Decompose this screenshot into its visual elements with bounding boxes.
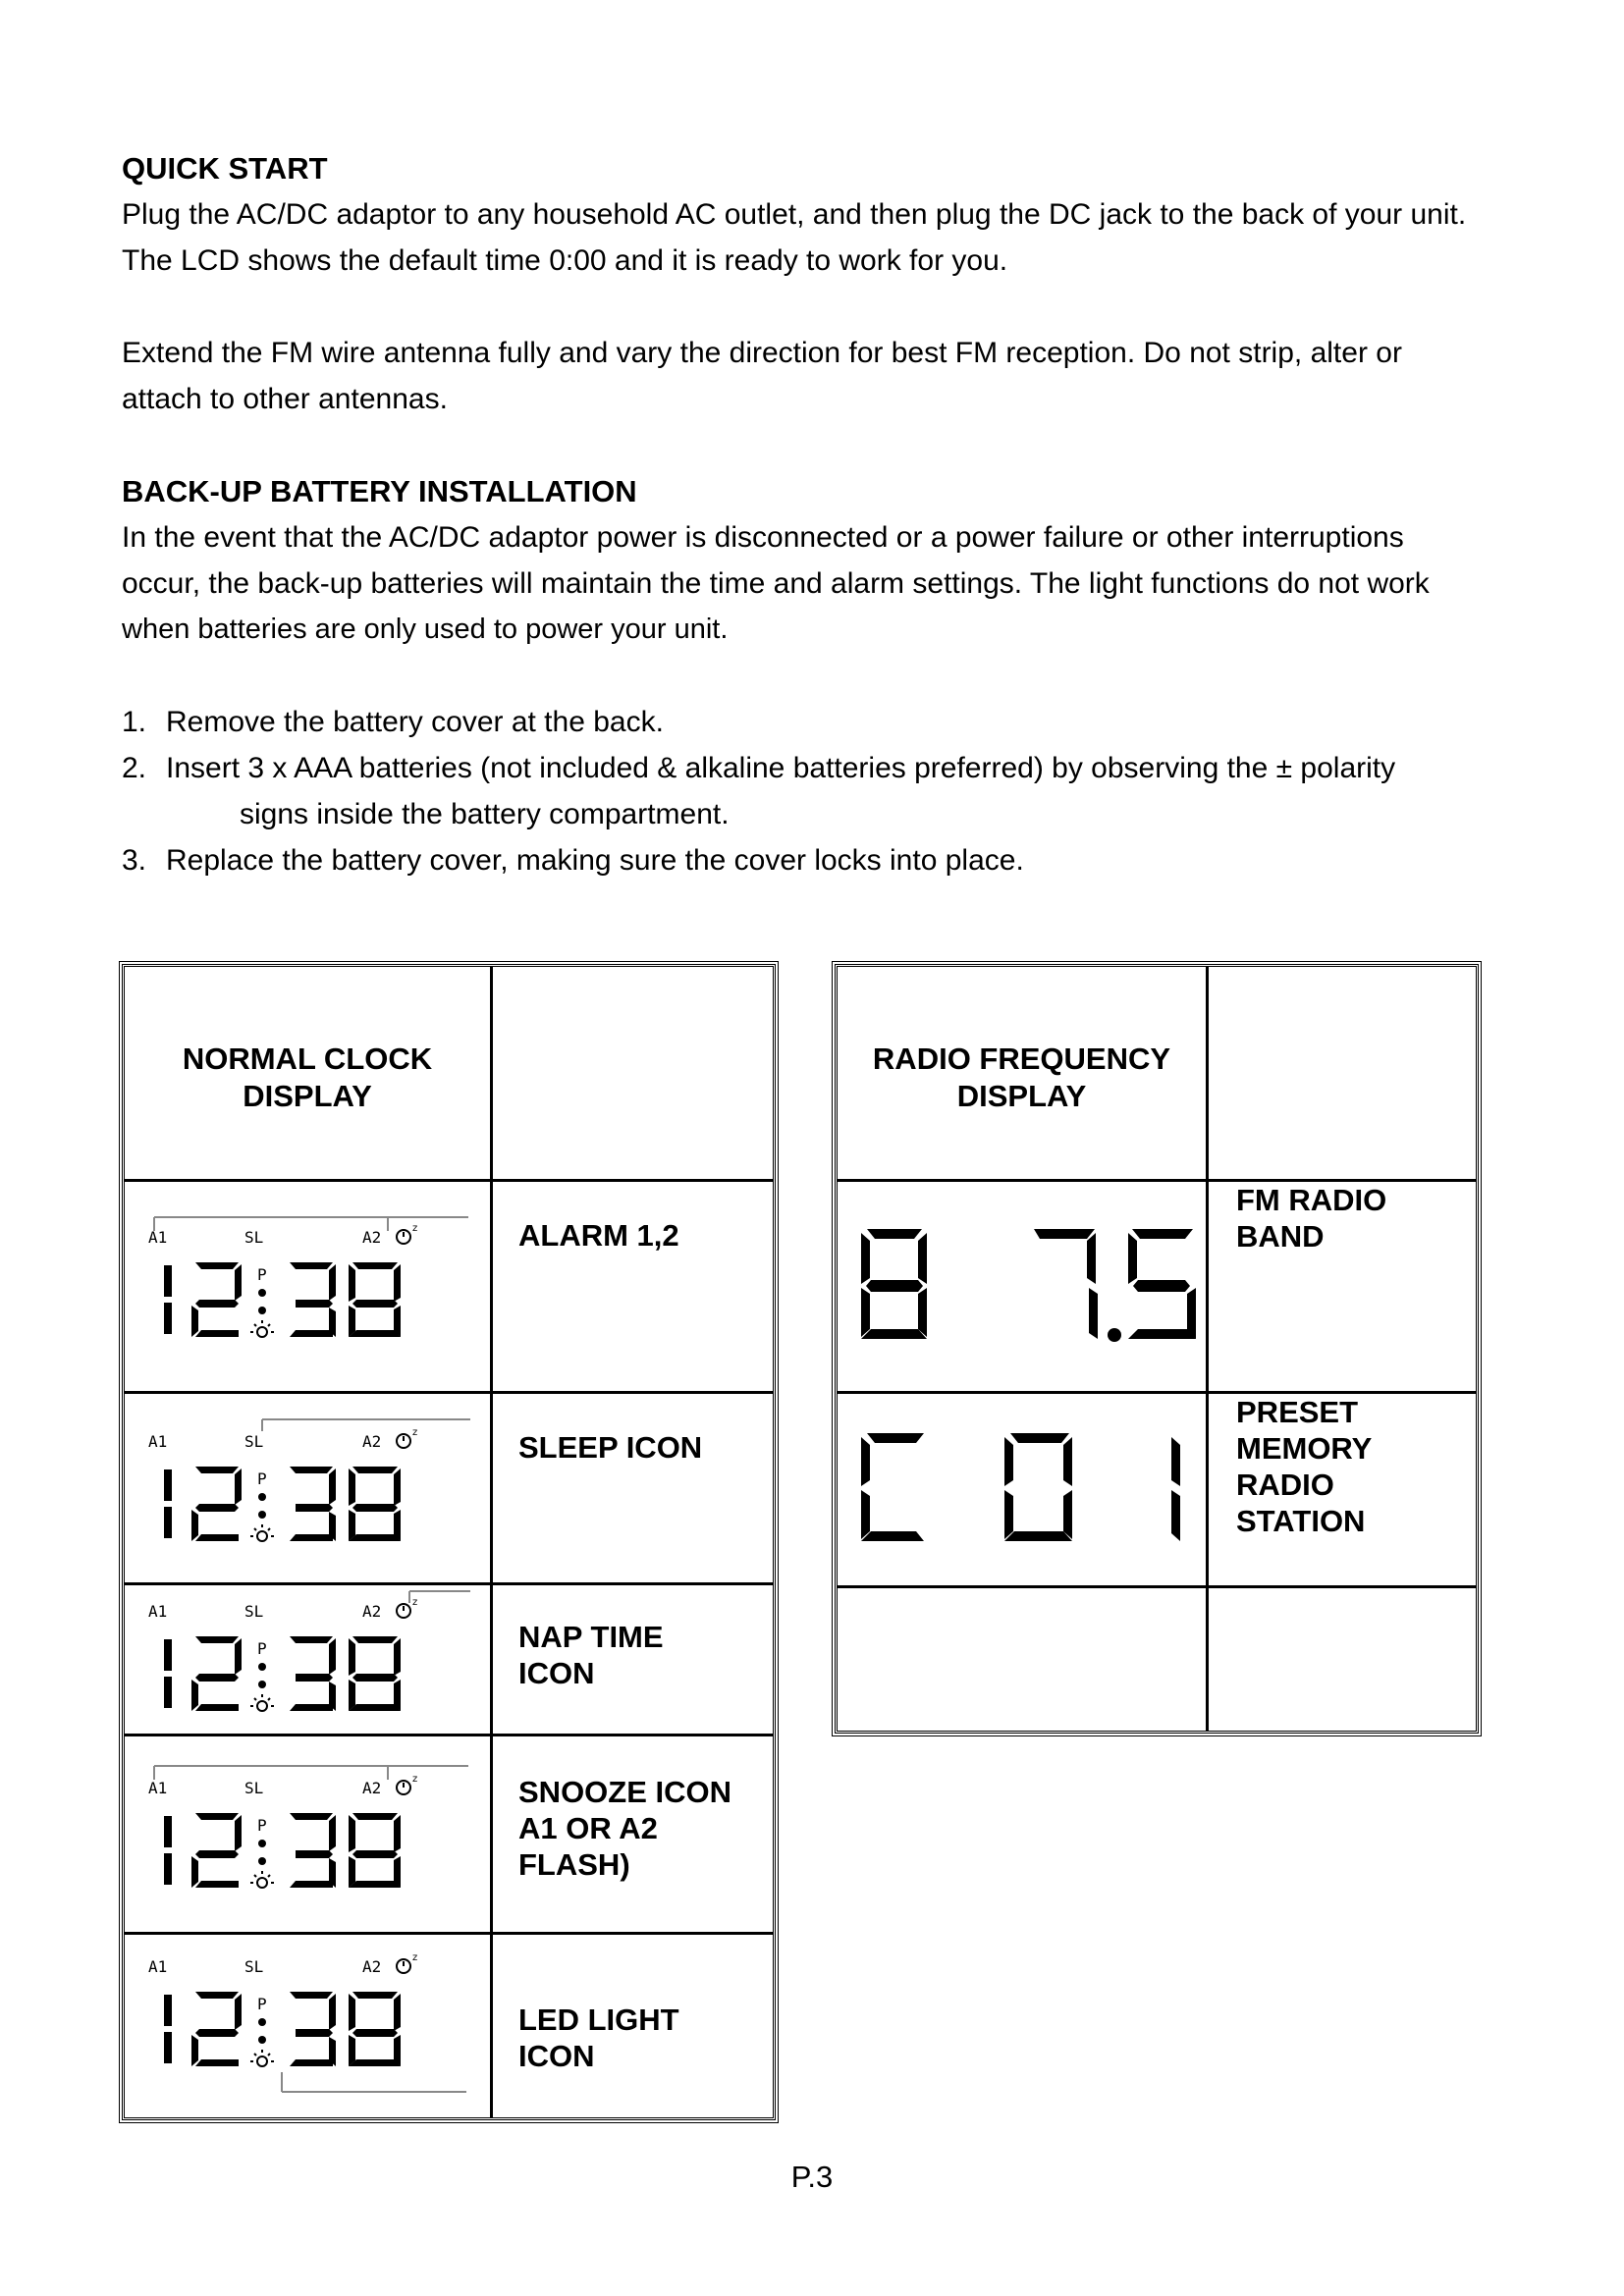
clock-row-led-label-1: LED LIGHT (518, 2002, 679, 2037)
radio-row-preset-label-4: STATION (1236, 1504, 1366, 1538)
clock-row-sleep-label-cell (493, 1394, 773, 1585)
radio-row-empty-right (1209, 1588, 1476, 1731)
quick-start-para2-line1: Extend the FM wire antenna fully and vary the direction for best FM reception. Do not strip, alter or (122, 337, 1402, 369)
radio-preset-value: C 0 1 (838, 1394, 840, 1395)
clock-lcd-led (125, 1935, 493, 2117)
battery-step-2-cont: signs inside the battery compartment. (240, 798, 730, 830)
radio-table-header-line1: RADIO FREQUENCY (872, 1041, 1171, 1076)
clock-lcd-sleep (125, 1394, 493, 1585)
radio-row-fm-label-1: FM RADIO (1236, 1183, 1387, 1217)
battery-line2: occur, the back-up batteries will maintain the time and alarm settings. The light functions do not work (122, 567, 1430, 600)
clock-table-header-line1: NORMAL CLOCK (182, 1041, 433, 1076)
page-number: P.3 (790, 2160, 834, 2194)
clock-row-alarm-label: ALARM 1,2 (518, 1218, 679, 1253)
battery-steps-list (122, 699, 1536, 883)
radio-row-preset-label-2: MEMORY (1236, 1431, 1373, 1466)
radio-lcd-preset (838, 1394, 1209, 1588)
radio-frequency-value: 8 7.5 (838, 1182, 840, 1183)
battery-step-2: 2. Insert 3 x AAA batteries (not included & alkaline batteries preferred) by observing the ± polarity (122, 752, 1396, 784)
quick-start-para2-line2: attach to other antennas. (122, 383, 448, 415)
clock-lcd-alarm-svg (125, 1182, 490, 1386)
radio-row-preset-label-1: PRESET (1236, 1395, 1359, 1429)
radio-row-fm-label-2: BAND (1236, 1219, 1325, 1254)
clock-row-nap-label-1: NAP TIME (518, 1620, 664, 1654)
radio-row-fm-label-cell (1209, 1182, 1476, 1394)
clock-row-led-label-cell (493, 1935, 773, 2117)
clock-display-table (122, 964, 776, 2120)
radio-lcd-preset-svg (838, 1394, 1206, 1580)
quick-start-para1-line1: Plug the AC/DC adaptor to any household AC outlet, and then plug the DC jack to the back of your unit. (122, 198, 1467, 231)
radio-lcd-frequency (838, 1182, 1209, 1394)
clock-lcd-led-svg (125, 1935, 490, 2112)
clock-row-snooze-label-1: SNOOZE ICON (518, 1775, 732, 1809)
battery-line3: when batteries are only used to power your unit. (122, 614, 729, 645)
battery-heading: BACK-UP BATTERY INSTALLATION (122, 474, 637, 508)
radio-row-empty-left (838, 1588, 1209, 1731)
quick-start-para1-line2: The LCD shows the default time 0:00 and it is ready to work for you. (122, 244, 1008, 277)
clock-row-alarm-label-cell (493, 1182, 773, 1394)
clock-lcd-nap-svg (125, 1585, 490, 1729)
clock-lcd-snooze (125, 1736, 493, 1935)
clock-row-snooze-label-3: FLASH) (518, 1847, 630, 1882)
clock-table-header-cell (125, 967, 493, 1182)
clock-lcd-snooze-svg (125, 1736, 490, 1927)
radio-row-preset-label-cell (1209, 1394, 1476, 1588)
radio-lcd-frequency-svg (838, 1182, 1206, 1386)
clock-lcd-nap (125, 1585, 493, 1736)
radio-row-preset-label-3: RADIO (1236, 1468, 1334, 1502)
clock-lcd-sleep-svg (125, 1394, 490, 1577)
clock-table-header-line2: DISPLAY (243, 1079, 372, 1113)
quick-start-heading: QUICK START (122, 151, 328, 186)
clock-row-snooze-label-2: A1 OR A2 (518, 1811, 658, 1845)
battery-step-3: 3. Replace the battery cover, making sure the cover locks into place. (122, 844, 1024, 877)
clock-lcd-alarm (125, 1182, 493, 1394)
quick-start-section (122, 145, 1536, 883)
clock-table-header-empty (493, 967, 773, 1182)
radio-table-header-cell (838, 967, 1209, 1182)
clock-row-nap-label-2: ICON (518, 1656, 595, 1690)
battery-step-1: 1. Remove the battery cover at the back. (122, 706, 664, 738)
radio-display-table (835, 964, 1479, 1734)
clock-row-nap-label-cell (493, 1585, 773, 1736)
battery-line1: In the event that the AC/DC adaptor power is disconnected or a power failure or other interruptions (122, 521, 1404, 554)
radio-table-header-line2: DISPLAY (956, 1079, 1087, 1113)
clock-row-led-label-2: ICON (518, 2039, 595, 2073)
clock-row-sleep-label: SLEEP ICON (518, 1430, 703, 1465)
radio-table-header-empty (1209, 967, 1476, 1182)
clock-row-snooze-label-cell (493, 1736, 773, 1935)
